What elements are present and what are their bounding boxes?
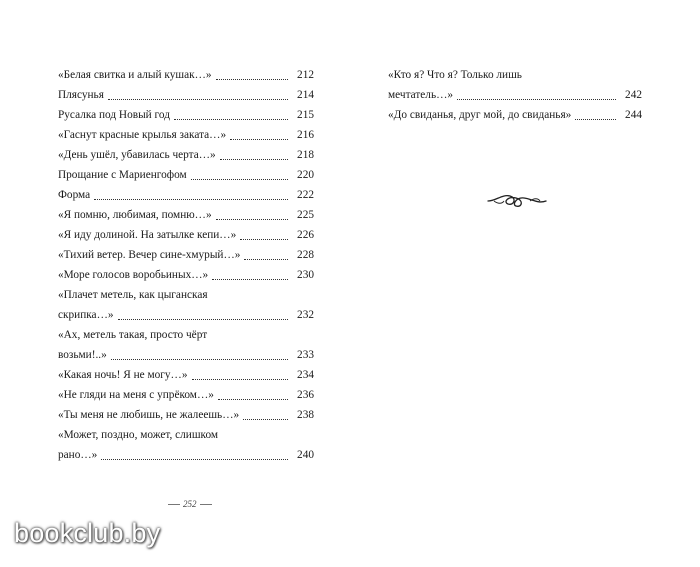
toc-entry-title: «День ушёл, убавилась черта…» — [58, 149, 216, 161]
toc-entry — [58, 225, 314, 245]
toc-entry-title: «До свиданья, друг мой, до свиданья» — [388, 109, 572, 121]
toc-entry-line — [58, 85, 314, 105]
toc-entry-title: «Море голосов воробьиных…» — [58, 269, 209, 281]
dot-leader — [192, 379, 289, 380]
toc-entry-line — [388, 85, 642, 105]
toc-entry — [58, 365, 314, 385]
watermark-logo: bookclub.by — [14, 518, 161, 548]
dot-leader — [191, 179, 288, 180]
toc-entry-title: Прощание с Мариенгофом — [58, 169, 187, 181]
toc-entry — [58, 65, 314, 85]
toc-entry-title: рано…» — [58, 449, 98, 461]
toc-entry-title: «Плачет метель, как цыганская — [58, 289, 208, 301]
toc-entry-line — [58, 245, 314, 265]
toc-entry-page-number: 242 — [625, 89, 642, 101]
toc-entry-page-number: 218 — [297, 149, 314, 161]
toc-entry-line — [58, 285, 314, 305]
toc-entry-line — [58, 185, 314, 205]
folio-dash-left — [168, 504, 180, 505]
dot-leader — [108, 99, 288, 100]
dot-leader — [220, 159, 288, 160]
toc-entry — [58, 325, 314, 365]
toc-entry-title: «Гаснут красные крылья заката…» — [58, 129, 227, 141]
toc-entry — [58, 285, 314, 325]
toc-entry-line — [58, 425, 314, 445]
toc-entry-title: Форма — [58, 189, 91, 201]
toc-entry-page-number: 238 — [297, 409, 314, 421]
toc-entry — [58, 165, 314, 185]
toc-entry-line — [388, 105, 642, 125]
dot-leader — [240, 239, 288, 240]
toc-entry-line — [58, 405, 314, 425]
toc-entry-title: «Тихий ветер. Вечер сине-хмурый…» — [58, 249, 241, 261]
toc-entry-page-number: 222 — [297, 189, 314, 201]
dot-leader — [230, 139, 288, 140]
toc-entry-line — [58, 305, 314, 325]
dot-leader — [216, 79, 288, 80]
toc-entry-line — [58, 105, 314, 125]
toc-entry-page-number: 230 — [297, 269, 314, 281]
toc-entry-page-number: 240 — [297, 449, 314, 461]
toc-entry-line — [58, 165, 314, 185]
toc-entry-title: «Может, поздно, может, слишком — [58, 429, 219, 441]
toc-entry-line — [58, 325, 314, 345]
toc-entry — [58, 265, 314, 285]
toc-entry — [58, 185, 314, 205]
dot-leader — [457, 99, 616, 100]
toc-entry-page-number: 220 — [297, 169, 314, 181]
toc-entry-line — [58, 65, 314, 85]
dot-leader — [244, 259, 288, 260]
page-number-text: 252 — [183, 499, 197, 509]
toc-entry — [58, 85, 314, 105]
dot-leader — [216, 219, 288, 220]
toc-entry-page-number: 244 — [625, 109, 642, 121]
dot-leader — [218, 399, 288, 400]
toc-entry-page-number: 215 — [297, 109, 314, 121]
toc-entry-page-number: 232 — [297, 309, 314, 321]
toc-entry-title: «Не гляди на меня с упрёком…» — [58, 389, 214, 401]
toc-entry-line — [58, 445, 314, 465]
toc-entry-page-number: 233 — [297, 349, 314, 361]
toc-entry-title: возьми!..» — [58, 349, 107, 361]
toc-entry — [388, 65, 642, 105]
toc-entry-title: скрипка…» — [58, 309, 114, 321]
table-of-contents-left — [58, 65, 314, 465]
toc-entry-page-number: 216 — [297, 129, 314, 141]
toc-entry-title: «Кто я? Что я? Только лишь — [388, 69, 522, 81]
dot-leader — [111, 359, 288, 360]
toc-entry — [58, 105, 314, 125]
dot-leader — [243, 419, 288, 420]
toc-entry-title: Русалка под Новый год — [58, 109, 170, 121]
toc-entry-line — [58, 265, 314, 285]
toc-entry-page-number: 228 — [297, 249, 314, 261]
toc-entry-page-number: 214 — [297, 89, 314, 101]
toc-entry — [58, 245, 314, 265]
toc-entry-title: «Ты меня не любишь, не жалеешь…» — [58, 409, 240, 421]
toc-entry-page-number: 234 — [297, 369, 314, 381]
toc-entry-title: «Ах, метель такая, просто чёрт — [58, 329, 208, 341]
toc-entry-line — [58, 145, 314, 165]
toc-entry-line — [388, 65, 642, 85]
dot-leader — [212, 279, 288, 280]
toc-entry-title: «Я иду долиной. На затылке кепи…» — [58, 229, 237, 241]
toc-entry-title: Плясунья — [58, 89, 104, 101]
flourish-ornament-icon — [486, 188, 548, 214]
dot-leader — [174, 119, 288, 120]
toc-entry-line — [58, 365, 314, 385]
folio-dash-right — [200, 504, 212, 505]
toc-entry-page-number: 212 — [297, 69, 314, 81]
dot-leader — [101, 459, 288, 460]
toc-entry — [58, 405, 314, 425]
toc-entry-page-number: 226 — [297, 229, 314, 241]
toc-entry-title: мечтатель…» — [388, 89, 454, 101]
toc-entry — [58, 385, 314, 405]
toc-entry-line — [58, 125, 314, 145]
toc-entry-line — [58, 385, 314, 405]
dot-leader — [94, 199, 288, 200]
toc-entry-page-number: 225 — [297, 209, 314, 221]
page-number — [168, 499, 212, 509]
toc-entry-line — [58, 225, 314, 245]
dot-leader — [575, 119, 616, 120]
toc-entry — [58, 205, 314, 225]
toc-entry — [58, 125, 314, 145]
toc-entry-title: «Какая ночь! Я не могу…» — [58, 369, 188, 381]
toc-entry-title: «Я помню, любимая, помню…» — [58, 209, 212, 221]
toc-entry-line — [58, 345, 314, 365]
toc-entry — [388, 105, 642, 125]
dot-leader — [118, 319, 288, 320]
toc-entry-page-number: 236 — [297, 389, 314, 401]
table-of-contents-right — [388, 65, 642, 125]
toc-entry — [58, 145, 314, 165]
toc-entry — [58, 425, 314, 465]
toc-entry-title: «Белая свитка и алый кушак…» — [58, 69, 212, 81]
toc-entry-line — [58, 205, 314, 225]
